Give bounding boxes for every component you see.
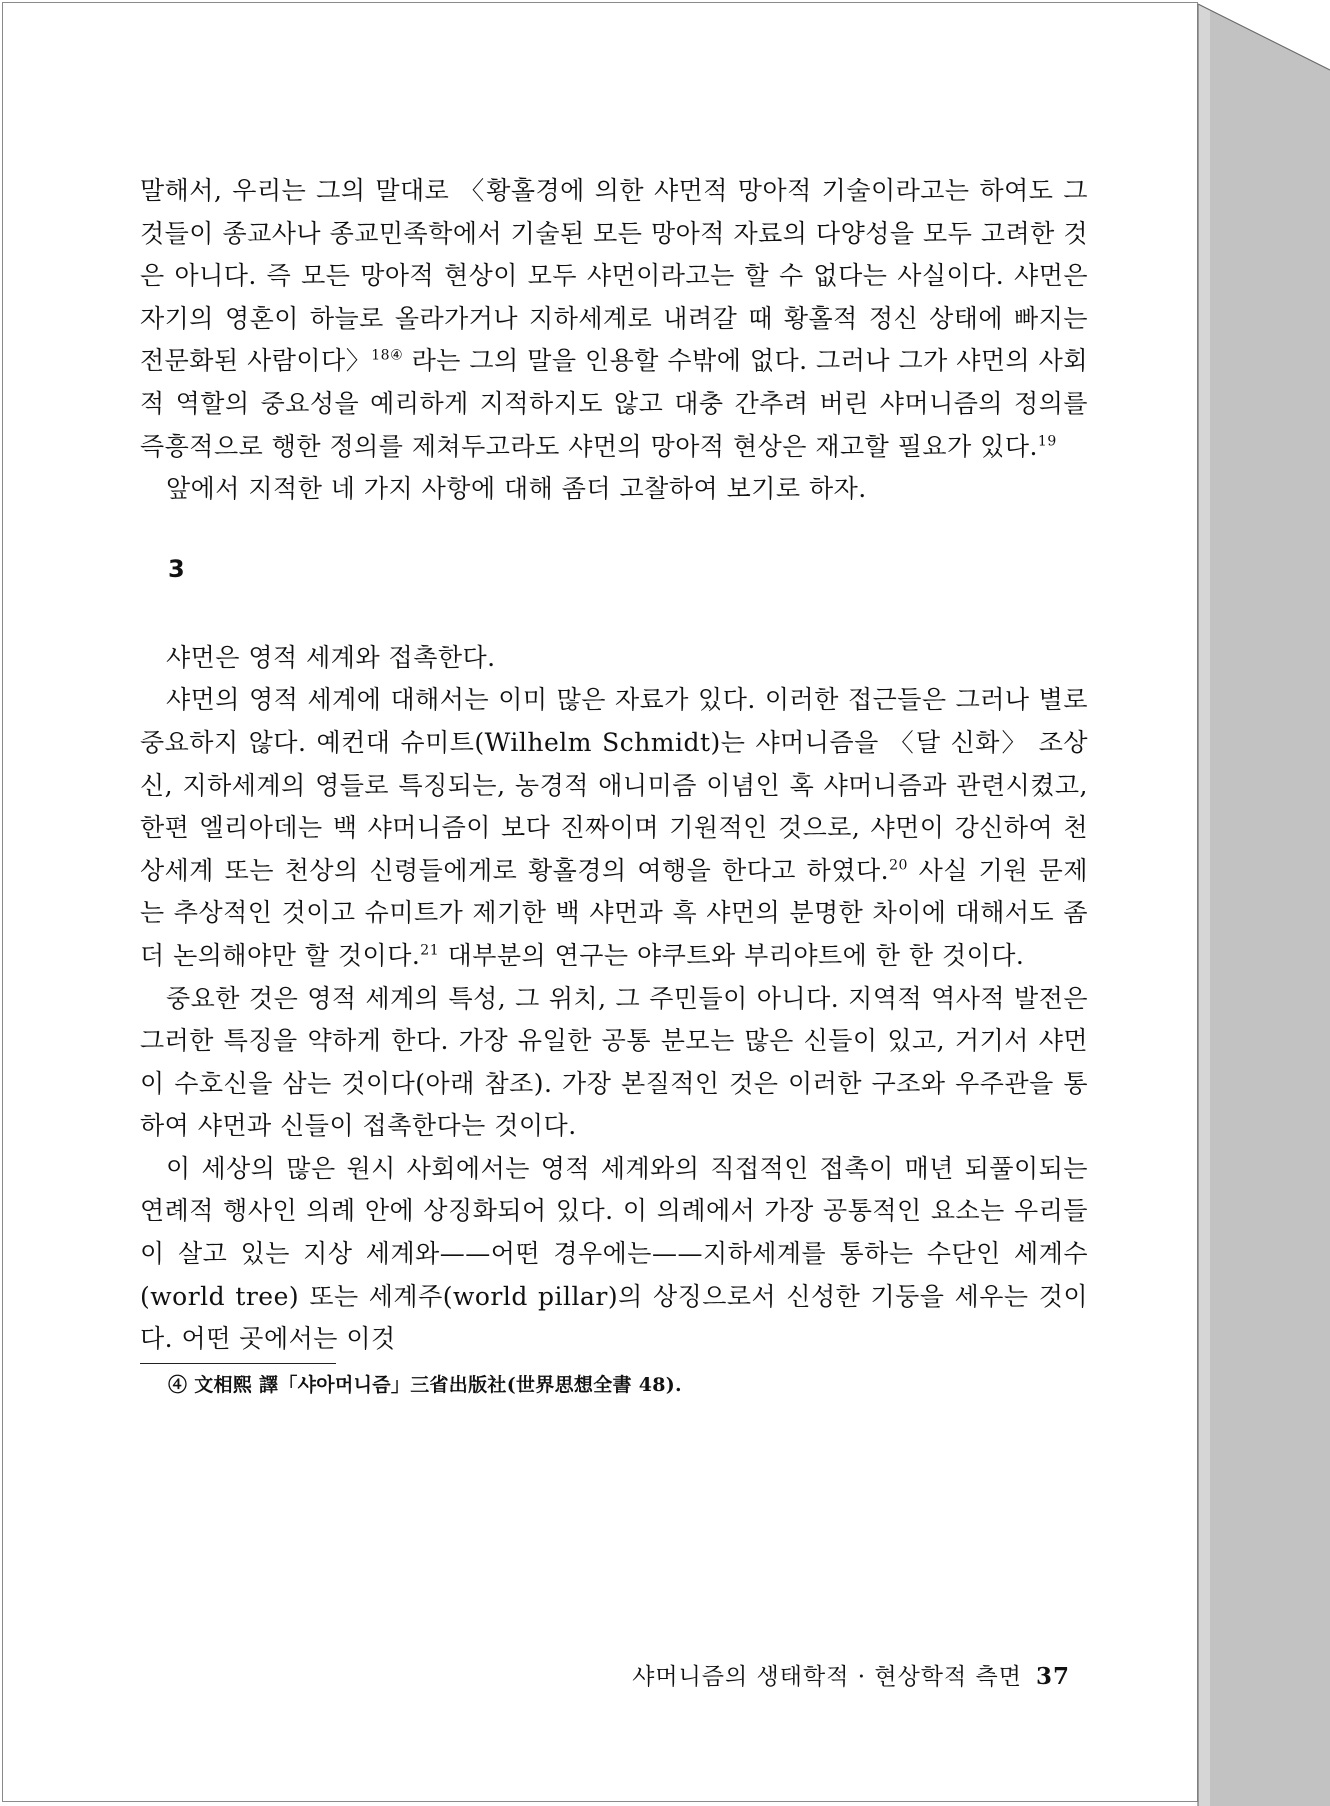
footnote-divider bbox=[140, 1363, 336, 1364]
paragraph-importance: 중요한 것은 영적 세계의 특성, 그 위치, 그 주민들이 아니다. 지역적 역사적 발전은 그러한 특징을 약하게 한다. 가장 유일한 공통 분모는 많은 신들이 있고, 거기서 샤먼이 수호신을 삼는 것이다(아래 참조). 가장 본질적인 것은 이러한 구조와 우주관을 통하여 샤먼과 신들이 접촉한다는 것이다. bbox=[140, 983, 1088, 1141]
page-body bbox=[140, 170, 1088, 1397]
section-number: 3 bbox=[168, 554, 185, 583]
page-footer bbox=[570, 1658, 1070, 1691]
paragraph-section-lead: 샤먼은 영적 세계와 접촉한다. bbox=[166, 642, 496, 672]
footnote: ④ 文相熙 譯「샤아머니즘」三省出版社(世界思想全書 48). bbox=[168, 1373, 682, 1396]
paragraph-spirit-world: 샤먼의 영적 세계에 대해서는 이미 많은 자료가 있다. 이러한 접근들은 그러나 별로 중요하지 않다. 예컨대 슈미트(Wilhelm Schmidt)는 샤머니즘을 〈달 신화〉 조상신, 지하세계의 영들로 특징되는, 농경적 애니미즘 이념인 혹 샤머니즘과 관련시켰고, 한편 엘리아데는 백 샤머니즘이 보다 진짜이며 기원적인 것으로, 샤먼이 강신하여 천상세계 또는 천상의 신령들에게로 황홀경의 여행을 한다고 하였다.$^{20}$ 사실 기원 문제는 추상적인 것이고 슈미트가 제기한 백 샤먼과 흑 샤먼의 분명한 차이에 대해서도 좀더 논의해야만 할 것이다.$^{21}$ 대부분의 연구는 야쿠트와 부리야트에 한 한 것이다. bbox=[140, 685, 1088, 970]
page-number: 37 bbox=[1035, 1663, 1070, 1690]
paragraph-quote: 말해서, 우리는 그의 말대로 〈황홀경에 의한 샤먼적 망아적 기술이라고는 하여도 그것들이 종교사나 종교민족학에서 기술된 모든 망아적 자료의 다양성을 모두 고려한 것은 아니다. 즉 모든 망아적 현상이 모두 샤먼이라고는 할 수 없다는 사실이다. 샤먼은 자기의 영혼이 하늘로 올라가거나 지하세계로 내려갈 때 황홀적 정신 상태에 빠지는 전문화된 사람이다〉$^{18④}$ 라는 그의 말을 인용할 수밖에 없다. 그러나 그가 샤먼의 사회적 역할의 중요성을 예리하게 지적하지도 않고 대충 간추려 버린 샤머니즘의 정의를 즉흥적으로 행한 정의를 제쳐두고라도 샤먼의 망아적 현상은 재고할 필요가 있다.$^{19}$ bbox=[140, 176, 1088, 461]
paragraph-transition: 앞에서 지적한 네 가지 사항에 대해 좀더 고찰하여 보기로 하자. bbox=[166, 474, 867, 504]
paragraph-ritual: 이 세상의 많은 원시 사회에서는 영적 세계와의 직접적인 접촉이 매년 되풀이되는 연례적 행사인 의례 안에 상징화되어 있다. 이 의례에서 가장 공통적인 요소는 우리들이 살고 있는 지상 세계와——어떤 경우에는——지하세계를 통하는 수단인 세계수(world tree) 또는 세계주(world pillar)의 상징으로서 신성한 기둥을 세우는 것이다. 어떤 곳에서는 이것 bbox=[140, 1153, 1088, 1354]
running-title: 샤머니즘의 생태학적 · 현상학적 측면 bbox=[632, 1664, 1022, 1690]
